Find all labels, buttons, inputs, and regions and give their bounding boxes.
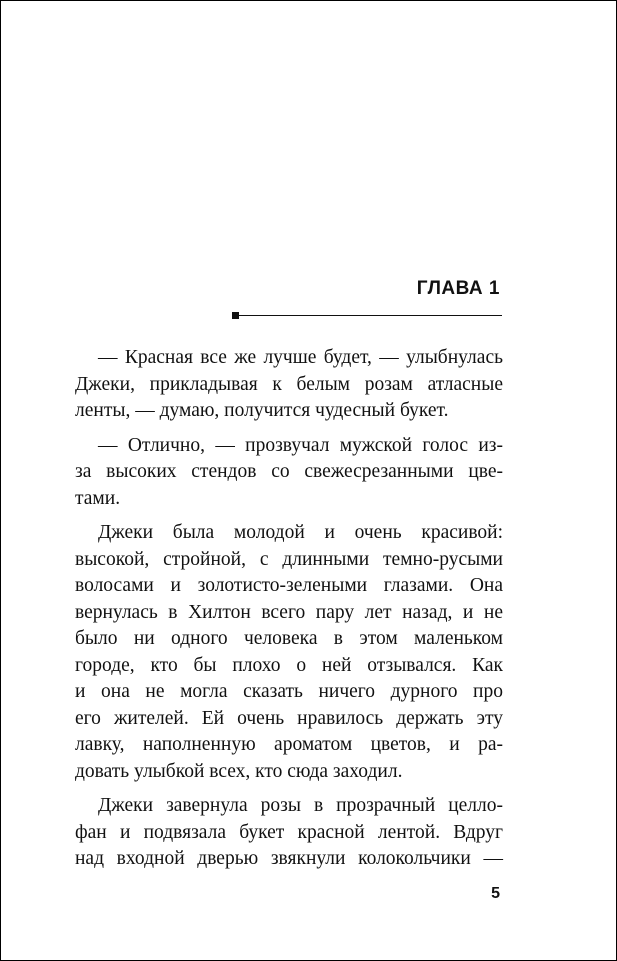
text-line: — Отлично, — прозвучал мужской голос из- bbox=[98, 434, 503, 456]
text-line: довать улыбкой всех, кто сюда заходил. bbox=[75, 760, 403, 782]
text-line: — Красная все же лучше будет, — улыбнулась bbox=[98, 347, 503, 368]
text-line: за высоких стендов со свежесрезанными цве- bbox=[75, 461, 503, 482]
page-number: 5 bbox=[491, 885, 500, 902]
text-line: лавку, наполненную ароматом цветов, и ра- bbox=[75, 734, 503, 755]
text-line: над входной дверью звякнули колокольчики — bbox=[75, 848, 503, 869]
paragraph-4 bbox=[75, 793, 503, 873]
text-line: Джеки была молодой и очень красивой: bbox=[98, 522, 503, 543]
text-line: волосами и золотисто-зелеными глазами. Она bbox=[75, 575, 503, 596]
text-line: вернулась в Хилтон всего пару лет назад, и не bbox=[75, 601, 503, 623]
text-line: его жителей. Ей очень нравилось держать эту bbox=[75, 707, 503, 729]
text-line: городе, кто бы плохо о ней отзывался. Как bbox=[75, 654, 503, 676]
paragraph-2 bbox=[75, 433, 503, 513]
body-text bbox=[75, 345, 503, 873]
chapter-rule bbox=[234, 315, 502, 316]
paragraph-1 bbox=[75, 345, 503, 425]
text-line: было ни одного человека в этом маленьком bbox=[75, 628, 503, 649]
text-line: ленты, — думаю, получится чудесный букет. bbox=[75, 400, 449, 421]
chapter-title: ГЛАВА 1 bbox=[416, 278, 500, 299]
text-line: Джеки завернула розы в прозрачный целло- bbox=[98, 795, 503, 816]
text-line: и она не могла сказать ничего дурного про bbox=[75, 681, 503, 702]
text-line: тами. bbox=[75, 487, 121, 509]
paragraph-3 bbox=[75, 520, 503, 785]
text-line: Джеки, прикладывая к белым розам атласные bbox=[75, 373, 503, 395]
text-line: высокой, стройной, с длинными темно-русыми bbox=[75, 548, 503, 570]
text-line: фан и подвязала букет красной лентой. Вдруг bbox=[75, 821, 503, 843]
